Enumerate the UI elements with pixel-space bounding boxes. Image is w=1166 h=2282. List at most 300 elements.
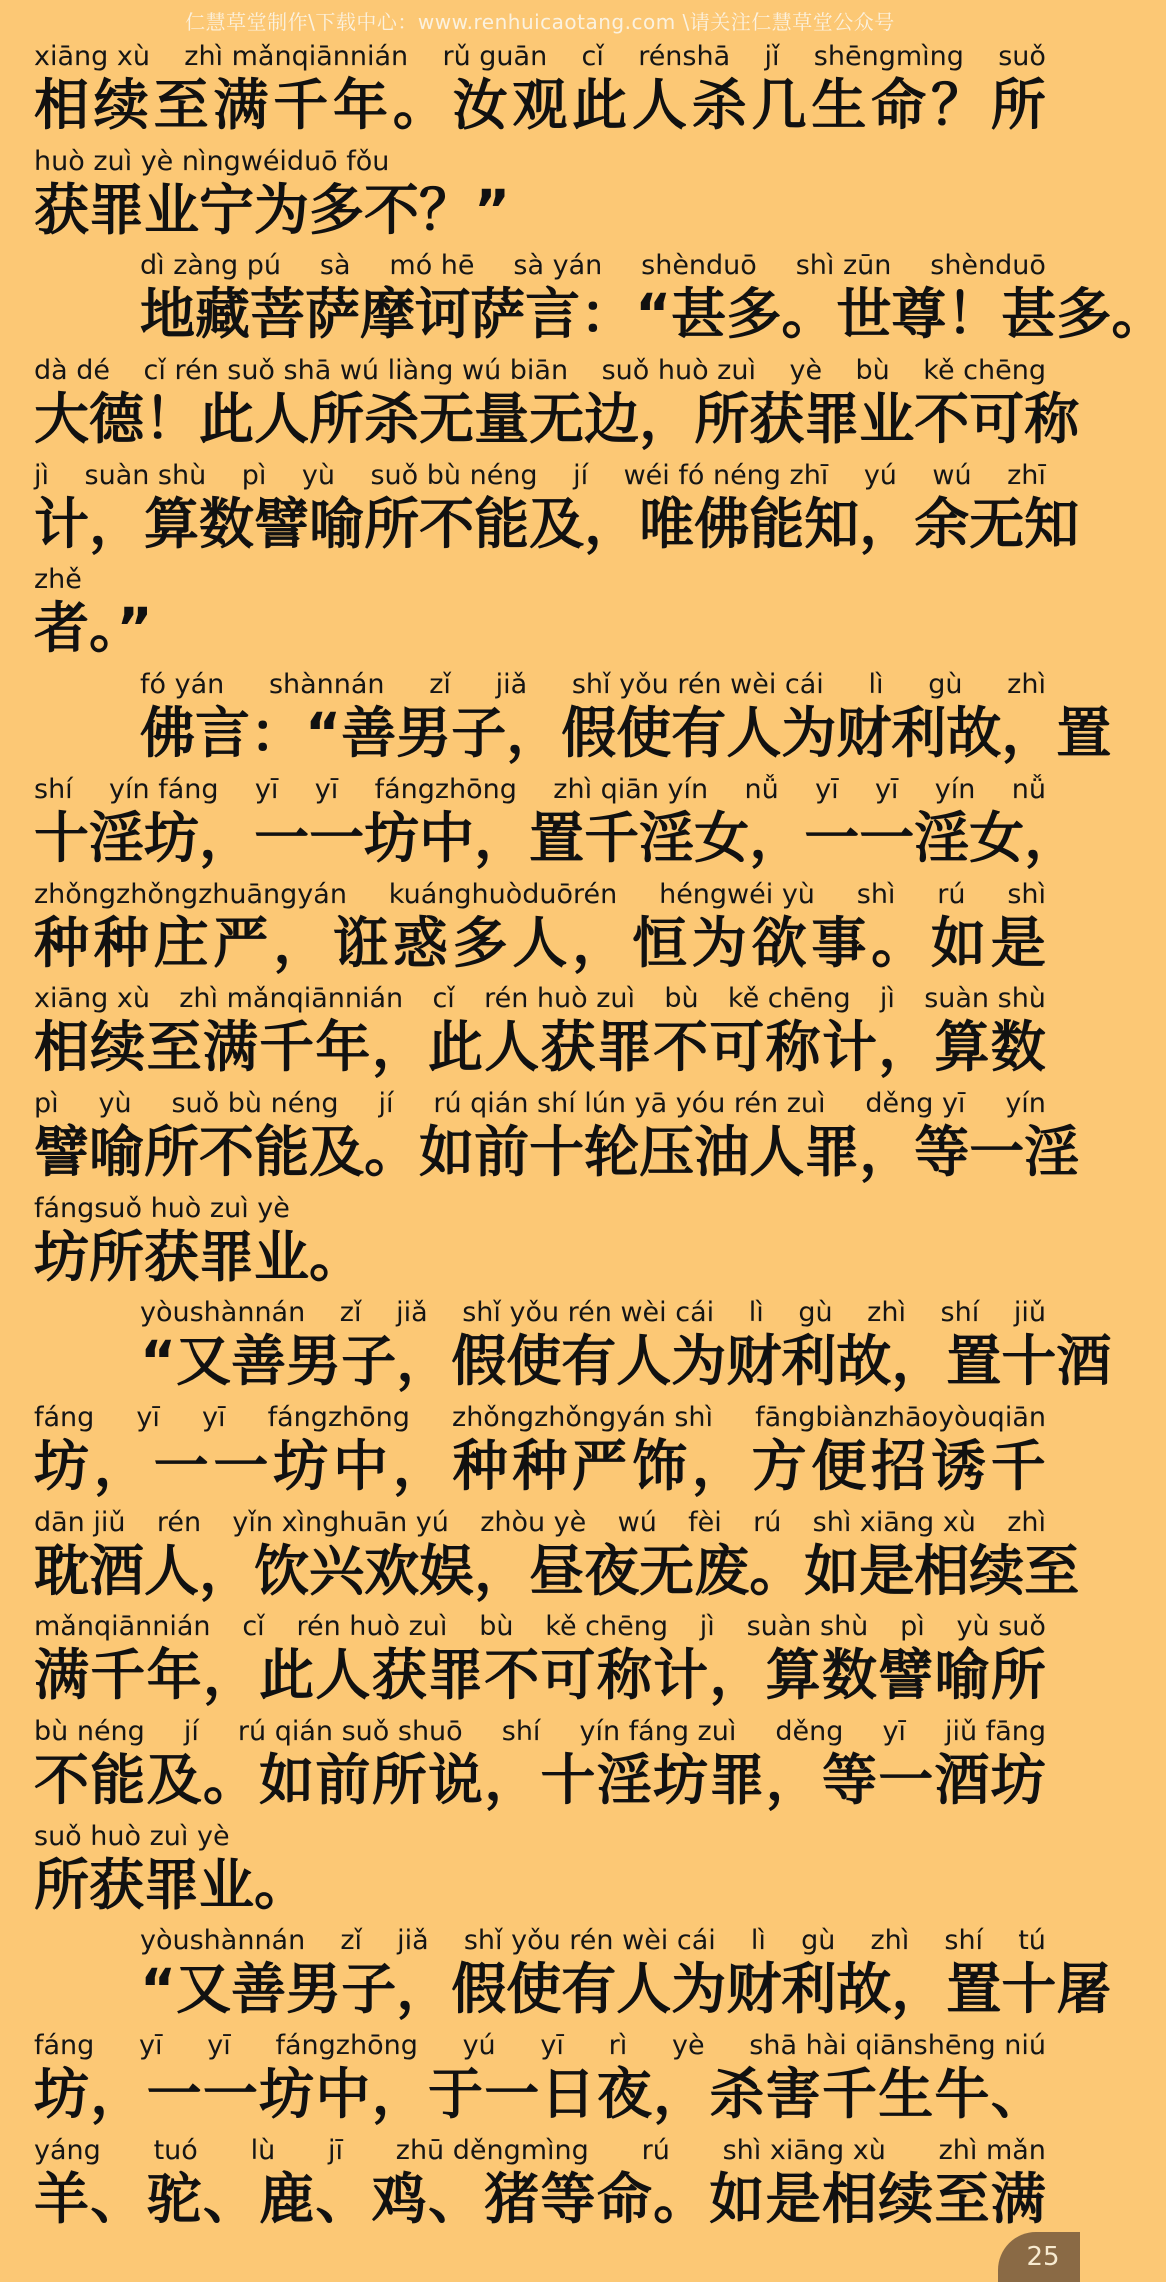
hanzi-char: ， (765, 1748, 821, 1812)
pinyin-token: fèi (688, 1506, 722, 1538)
hanzi-row (140, 1328, 1112, 1394)
hanzi-char: 淫 (89, 805, 145, 870)
hanzi-char: 说 (427, 1748, 483, 1812)
hanzi-char: 罪 (427, 1643, 483, 1708)
hanzi-char: “ (140, 1957, 177, 2022)
pinyin-token: rú qián shí lún yā yóu rén zuì (433, 1087, 826, 1119)
pinyin-token: bù (855, 355, 890, 387)
hanzi-char: 罪 (804, 387, 860, 452)
hanzi-row: 者。” (34, 596, 153, 661)
hanzi-char: 又 (176, 1957, 232, 2022)
hanzi-char: 种 (93, 910, 149, 975)
hanzi-char: 坊 (653, 1748, 709, 1812)
hanzi-char: 所 (371, 1748, 427, 1812)
pinyin-token: kě chēng (545, 1611, 668, 1643)
pinyin-token: yǐn xìnghuān yú (232, 1506, 449, 1538)
hanzi-char: 置 (1056, 701, 1112, 766)
hanzi-char: ， (371, 2062, 427, 2127)
pinyin-token: shì xiāng xù (722, 2134, 886, 2166)
hanzi-char: 。 (1111, 282, 1166, 347)
hanzi-char: 一 (804, 805, 860, 870)
hanzi-char: ， (199, 805, 255, 870)
hanzi-char: ， (891, 1329, 947, 1394)
hanzi-char: 严 (213, 910, 269, 975)
pinyin-row (140, 1924, 1046, 1958)
hanzi-char: 喻 (89, 1119, 145, 1184)
hanzi-char: ， (584, 491, 640, 556)
hanzi-char: 十 (1001, 1329, 1057, 1394)
pinyin-token: yù suǒ (956, 1611, 1046, 1643)
hanzi-char: 无 (419, 387, 475, 452)
hanzi-char: 地 (140, 282, 196, 347)
pinyin-token: yín fáng (109, 773, 219, 805)
hanzi-char: 恒 (631, 910, 687, 975)
hanzi-char: 罪 (804, 1119, 860, 1184)
hanzi-char: 获 (749, 387, 805, 452)
text-line (0, 1604, 1080, 1709)
hanzi-char: 财 (726, 1329, 782, 1394)
hanzi-char: ， (202, 1643, 258, 1708)
pinyin-token: bù (479, 1611, 514, 1643)
hanzi-char: 无 (639, 1538, 695, 1603)
pinyin-row: huò zuì yè nìngwéiduō fǒu (34, 145, 390, 177)
hanzi-char: 千 (821, 2062, 877, 2127)
hanzi-char: 压 (639, 1119, 695, 1184)
pinyin-token: zhì (1007, 1506, 1046, 1538)
hanzi-char: ， (572, 910, 628, 975)
pinyin-row (34, 459, 1046, 493)
hanzi-char: 无 (529, 387, 585, 452)
hanzi-char: ， (1001, 701, 1057, 766)
text-line (0, 1395, 1080, 1500)
hanzi-char: 中 (332, 1433, 388, 1498)
hanzi-char: 利 (781, 1329, 837, 1394)
hanzi-char: 酒 (1056, 1329, 1112, 1394)
hanzi-char: 不 (914, 387, 970, 452)
pinyin-token: lù (250, 2134, 276, 2166)
hanzi-char: ， (506, 701, 562, 766)
hanzi-char: 等 (540, 2166, 596, 2231)
hanzi-char: 譬 (34, 1119, 90, 1184)
text-line (0, 1500, 1080, 1605)
pinyin-token: kě chēng (727, 983, 851, 1015)
hanzi-char: 无 (969, 491, 1025, 556)
hanzi-char: 至 (153, 73, 209, 137)
hanzi-char: 欲 (751, 910, 807, 975)
pinyin-token: kuánghuòduōrén (388, 878, 618, 910)
hanzi-row (34, 2061, 1046, 2127)
pinyin-token: wéi fó néng zhī (623, 459, 829, 491)
hanzi-char: ， (859, 1119, 915, 1184)
hanzi-char: 称 (1024, 387, 1080, 452)
pinyin-token: jì (879, 983, 895, 1015)
hanzi-char: 男 (286, 1329, 342, 1394)
hanzi-char: 利 (781, 1957, 837, 2022)
pinyin-token: zhū děngmìng (395, 2134, 589, 2166)
hanzi-char: 续 (878, 2166, 934, 2231)
pinyin-token: zhì qiān yín (553, 773, 709, 805)
text-line (0, 453, 1080, 558)
text-line (0, 2023, 1080, 2128)
hanzi-char: ， (709, 1643, 765, 1708)
hanzi-char: 坊 (259, 2062, 315, 2127)
hanzi-char: 人 (315, 1643, 371, 1708)
hanzi-char: 一 (254, 805, 310, 870)
pinyin-token: pì (241, 459, 267, 491)
hanzi-char: ， (89, 491, 145, 556)
pinyin-row: suǒ huò zuì yè (34, 1820, 230, 1852)
pinyin-token: rú (937, 878, 966, 910)
hanzi-char: 萨 (470, 282, 526, 347)
hanzi-char: 萨 (305, 282, 361, 347)
hanzi-char: 及 (309, 1119, 365, 1184)
hanzi-char: 譬 (878, 1643, 934, 1708)
pinyin-token: yín fáng zuì (579, 1716, 737, 1747)
pinyin-row (34, 1715, 1046, 1749)
pinyin-token: wú (932, 459, 972, 491)
hanzi-char: 此 (259, 1643, 315, 1708)
hanzi-char: 坊 (34, 1433, 90, 1498)
hanzi-row (34, 2166, 1046, 2232)
pinyin-token: jǐ (764, 41, 780, 72)
hanzi-row (34, 386, 1080, 452)
hanzi-char: 招 (871, 1433, 927, 1498)
pinyin-token: rénshā (638, 41, 731, 72)
hanzi-char: 屠 (1056, 1957, 1112, 2022)
pinyin-token: fáng (34, 1401, 95, 1433)
hanzi-char: 业 (859, 387, 915, 452)
pinyin-row (34, 40, 1046, 74)
hanzi-char: 娱 (419, 1538, 475, 1603)
hanzi-char: 诱 (930, 1433, 986, 1498)
hanzi-char: 使 (506, 1957, 562, 2022)
hanzi-char: 有 (561, 1957, 617, 2022)
hanzi-char: 此 (427, 1015, 483, 1080)
hanzi-char: 所 (364, 491, 420, 556)
hanzi-char: 人 (631, 73, 687, 137)
hanzi-char: 有 (561, 1329, 617, 1394)
hanzi-char: 坊 (144, 805, 200, 870)
pinyin-token: yáng (34, 2134, 101, 2166)
hanzi-char: 譬 (254, 491, 310, 556)
pinyin-token: yù (301, 459, 335, 491)
hanzi-char: 前 (315, 1748, 371, 1812)
hanzi-char: 淫 (596, 1748, 652, 1812)
hanzi-char: 。 (871, 910, 927, 975)
page-number-badge: 25 (998, 2232, 1080, 2282)
hanzi-char: 所 (694, 387, 750, 452)
hanzi-char: 。 (392, 73, 448, 137)
hanzi-char: 如 (804, 1538, 860, 1603)
hanzi-char: 方 (751, 1433, 807, 1498)
hanzi-char: 子 (451, 701, 507, 766)
hanzi-char: 所 (990, 1643, 1046, 1708)
hanzi-char: 一 (878, 1748, 934, 1812)
hanzi-char: 汝 (452, 73, 508, 137)
pinyin-token: děng yī (865, 1087, 966, 1119)
pinyin-token: fángzhōng (275, 2030, 418, 2062)
hanzi-char: 诳 (332, 910, 388, 975)
hanzi-char: 害 (765, 2062, 821, 2127)
pinyin-token: mǎnqiānnián (34, 1611, 211, 1643)
pinyin-token: fángzhōng (267, 1401, 410, 1433)
pinyin-row (34, 1087, 1046, 1121)
pinyin-token: lì (750, 1925, 766, 1957)
hanzi-char: 置 (529, 805, 585, 870)
pinyin-token: zhǒngzhǒngzhuāngyán (34, 878, 347, 910)
pinyin-token: zhì (867, 1297, 906, 1329)
text-line (0, 243, 1166, 348)
pinyin-token: cǐ rén suǒ shā wú liàng wú biān (143, 355, 569, 387)
hanzi-char: 可 (969, 387, 1025, 452)
hanzi-char: 续 (90, 1015, 146, 1080)
pinyin-token: nǚ (1011, 773, 1046, 805)
pinyin-token: zhǒngzhǒngyán shì (452, 1401, 714, 1433)
pinyin-token: shā hài qiānshēng niú (749, 2030, 1046, 2062)
hanzi-char: 千 (273, 73, 329, 137)
pinyin-token: xiāng xù (34, 983, 150, 1015)
pinyin-token: shǐ yǒu rén wèi cái (571, 669, 824, 701)
hanzi-char: 算 (934, 1015, 990, 1080)
hanzi-char: 不 (419, 491, 475, 556)
hanzi-char: 是 (765, 2166, 821, 2231)
hanzi-char: 相 (914, 1538, 970, 1603)
hanzi-char: 人 (254, 387, 310, 452)
hanzi-char: 几 (751, 73, 807, 137)
hanzi-char: ， (199, 1538, 255, 1603)
hanzi-char: 。 (781, 282, 837, 347)
hanzi-char: 藏 (195, 282, 251, 347)
hanzi-char: ， (859, 491, 915, 556)
hanzi-char: 一 (213, 1433, 269, 1498)
pinyin-token: dān jiǔ (34, 1506, 126, 1538)
pinyin-token: jī (327, 2134, 343, 2166)
pinyin-token: yī (882, 1716, 906, 1747)
pinyin-token: zhì mǎn (938, 2134, 1046, 2166)
hanzi-row (34, 1747, 1046, 1813)
pinyin-token: yī (815, 773, 839, 805)
pinyin-token: jiǔ (1013, 1297, 1046, 1329)
hanzi-char: 不 (653, 1015, 709, 1080)
pinyin-token: dì zàng pú (140, 250, 282, 282)
pinyin-token: héngwéi yù (659, 878, 815, 910)
pinyin-token: jiǔ fāng (944, 1716, 1046, 1747)
pinyin-token: yín (1005, 1087, 1046, 1119)
hanzi-char: 所 (309, 387, 365, 452)
pinyin-token: nǚ (744, 773, 779, 805)
hanzi-char: 多 (726, 282, 782, 347)
hanzi-char: 油 (694, 1119, 750, 1184)
hanzi-char: 千 (584, 805, 640, 870)
hanzi-char: 假 (451, 1329, 507, 1394)
hanzi-char: ！ (946, 282, 1002, 347)
pinyin-token: yī (314, 773, 339, 805)
pinyin-row (34, 1401, 1046, 1435)
pinyin-token: dà dé (34, 355, 111, 387)
hanzi-char: 饰 (631, 1433, 687, 1498)
hanzi-char: 至 (146, 1015, 202, 1080)
hanzi-char: 子 (341, 1329, 397, 1394)
hanzi-char: 、 (202, 2166, 258, 2231)
hanzi-char: 满 (213, 73, 269, 137)
hanzi-char: 严 (572, 1433, 628, 1498)
pinyin-token: fángzhōng (374, 773, 517, 805)
hanzi-char: 等 (821, 1748, 877, 1812)
pinyin-token: xiāng xù (34, 41, 150, 72)
hanzi-row (34, 1538, 1080, 1604)
hanzi-char: 十 (34, 805, 90, 870)
hanzi-char: 坊 (273, 1433, 329, 1498)
hanzi-char: 杀 (709, 2062, 765, 2127)
hanzi-row: 坊所获罪业。 (34, 1224, 365, 1289)
hanzi-char: 善 (341, 701, 397, 766)
hanzi-char: 算 (765, 1643, 821, 1708)
hanzi-char: 酒 (89, 1538, 145, 1603)
pinyin-row (34, 1506, 1046, 1540)
hanzi-char: 牛 (934, 2062, 990, 2127)
hanzi-char: 能 (254, 1119, 310, 1184)
hanzi-char: 种 (34, 910, 90, 975)
pinyin-token: yòushànnán (140, 1925, 306, 1957)
pinyin-token: rǔ guān (442, 41, 548, 72)
hanzi-char: 中 (315, 2062, 371, 2127)
hanzi-row: 获罪业宁为多不？” (34, 177, 511, 242)
pinyin-token: sà (319, 250, 351, 282)
hanzi-char: 坊 (34, 2062, 90, 2127)
text-line (0, 1918, 1112, 2023)
hanzi-char: 人 (616, 1329, 672, 1394)
hanzi-char: 轮 (584, 1119, 640, 1184)
pinyin-row (140, 249, 1046, 283)
hanzi-char: 故 (946, 701, 1002, 766)
hanzi-char: 不 (484, 1643, 540, 1708)
pinyin-token: zhī (1007, 459, 1046, 491)
pinyin-row (140, 1296, 1046, 1330)
hanzi-char: 男 (286, 1957, 342, 2022)
hanzi-char: 一 (969, 1119, 1025, 1184)
pinyin-row (140, 668, 1046, 702)
pinyin-row (34, 878, 1046, 912)
text-line (0, 1081, 1080, 1186)
hanzi-row (34, 491, 1080, 557)
hanzi-row (34, 805, 1080, 871)
pinyin-token: jí (573, 459, 589, 491)
hanzi-char: 满 (990, 2166, 1046, 2231)
text-line (0, 348, 1080, 453)
hanzi-char: 财 (836, 701, 892, 766)
hanzi-char: 生 (878, 2062, 934, 2127)
hanzi-char: 不 (34, 1748, 90, 1812)
pinyin-token: pì (900, 1611, 925, 1643)
hanzi-char: 假 (451, 1957, 507, 2022)
pinyin-token: gù (798, 1297, 833, 1329)
pinyin-token: shǐ yǒu rén wèi cái (462, 1297, 715, 1329)
hanzi-row (34, 72, 1046, 138)
pinyin-token: suǒ bù néng (171, 1087, 339, 1119)
hanzi-char: 兴 (309, 1538, 365, 1603)
pinyin-token: děng (775, 1716, 844, 1747)
hanzi-char: 十 (540, 1748, 596, 1812)
hanzi-char: ， (878, 1015, 934, 1080)
pinyin-token: rén huò zuì (296, 1611, 448, 1643)
hanzi-char: 量 (474, 387, 530, 452)
hanzi-char: 佛 (694, 491, 750, 556)
hanzi-char: ， (392, 1433, 448, 1498)
hanzi-char: 年 (146, 1643, 202, 1708)
pinyin-token: suǒ huò zuì (601, 355, 756, 387)
pinyin-token: wú (617, 1506, 657, 1538)
hanzi-char: ， (396, 1329, 452, 1394)
pinyin-row: zhě (34, 564, 82, 596)
hanzi-char: 种 (452, 1433, 508, 1498)
pinyin-token: bù (664, 983, 699, 1015)
pinyin-token: rì (608, 2030, 628, 2062)
hanzi-row: 所获罪业。 (34, 1852, 310, 1917)
hanzi-char: 十 (1001, 1957, 1057, 2022)
text-line (0, 662, 1112, 767)
hanzi-char: 鹿 (259, 2166, 315, 2231)
hanzi-char: 事 (811, 910, 867, 975)
pinyin-token: mó hē (389, 250, 475, 282)
hanzi-char: 边 (584, 387, 640, 452)
hanzi-char: 及 (529, 491, 585, 556)
hanzi-char: 假 (561, 701, 617, 766)
hanzi-char: 于 (427, 2062, 483, 2127)
hanzi-char: ， (639, 387, 695, 452)
hanzi-char: ， (891, 1957, 947, 2022)
hanzi-char: 多 (1056, 282, 1112, 347)
pinyin-token: jiǎ (495, 669, 528, 701)
text-line (0, 2128, 1080, 2233)
hanzi-char: ： (250, 701, 306, 766)
hanzi-char: 至 (1024, 1538, 1080, 1603)
hanzi-char: 人 (749, 1119, 805, 1184)
pinyin-token: shì zūn (795, 250, 892, 282)
pinyin-token: zhì (1007, 669, 1046, 701)
hanzi-char: 获 (371, 1643, 427, 1708)
hanzi-char: 、 (90, 2166, 146, 2231)
hanzi-char: 能 (749, 491, 805, 556)
hanzi-char: 余 (914, 491, 970, 556)
pinyin-token: cǐ (581, 41, 604, 72)
hanzi-char: ？ (930, 73, 986, 137)
hanzi-char: 如 (930, 910, 986, 975)
pinyin-token: jiǎ (397, 1925, 429, 1957)
hanzi-char: 年 (315, 1015, 371, 1080)
pinyin-token: sà yán (513, 250, 603, 282)
hanzi-char: 所 (144, 1119, 200, 1184)
hanzi-char: 获 (540, 1015, 596, 1080)
pinyin-token: yī (207, 2030, 231, 2062)
hanzi-char: “ (140, 1329, 177, 1394)
pinyin-row (34, 2029, 1046, 2063)
hanzi-char: 置 (946, 1329, 1002, 1394)
text-line (0, 976, 1080, 1081)
hanzi-char: 、 (427, 2166, 483, 2231)
pinyin-token: shì xiāng xù (812, 1506, 976, 1538)
pinyin-token: suǒ bù néng (370, 459, 538, 491)
pinyin-token: shènduō (641, 250, 757, 282)
hanzi-char: 淫 (639, 805, 695, 870)
hanzi-char: 言 (195, 701, 251, 766)
hanzi-char: 。 (202, 1748, 258, 1812)
pinyin-token: rú qián suǒ shuō (237, 1716, 463, 1747)
hanzi-char: 多 (452, 910, 508, 975)
pinyin-token: yín (934, 773, 976, 805)
text-line (0, 1290, 1112, 1395)
hanzi-char: ， (93, 1433, 149, 1498)
hanzi-char: 。 (653, 2166, 709, 2231)
